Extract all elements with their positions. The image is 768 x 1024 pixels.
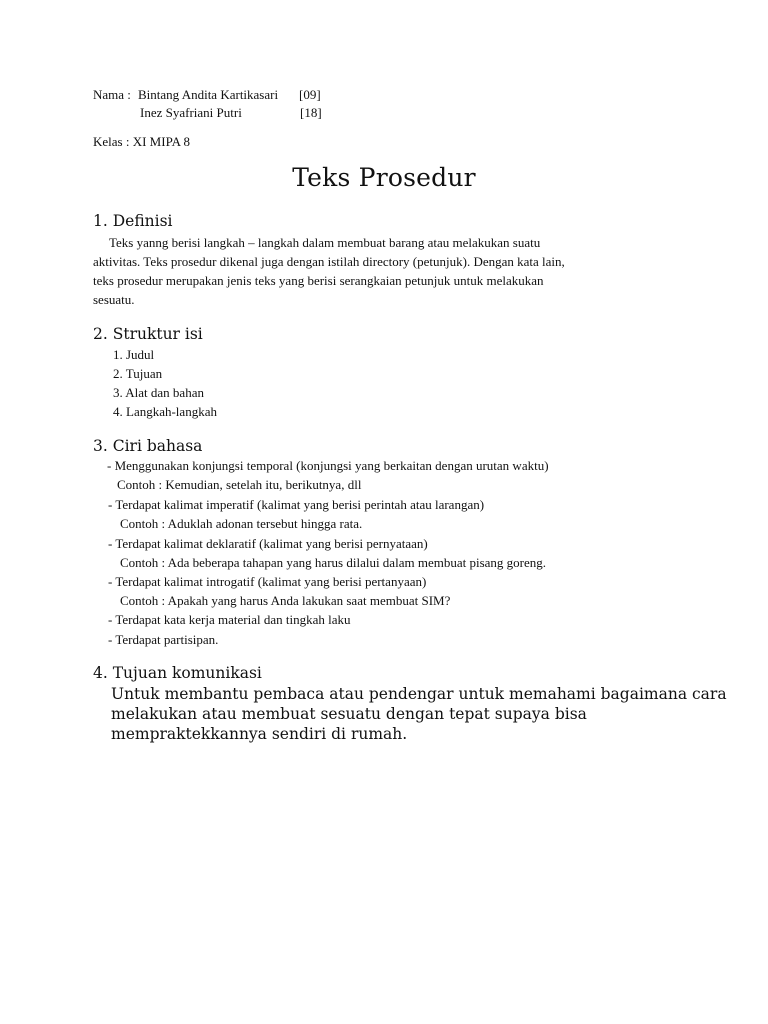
definisi-line: teks prosedur merupakan jenis teks yang berisi serangkaian petunjuk untuk melakukan [93, 273, 544, 288]
member1-name: Bintang Andita Kartikasari [138, 87, 279, 102]
ciri-example: Contoh : Kemudian, setelah itu, berikutnya, dll [117, 477, 362, 492]
definisi-line: sesuatu. [93, 292, 135, 307]
tujuan-line: melakukan atau membuat sesuatu dengan tepat supaya bisa [111, 705, 587, 723]
member2-number: [18] [300, 105, 322, 120]
kelas-line: Kelas : XI MIPA 8 [93, 134, 191, 149]
tujuan-line: mempraktekkannya sendiri di rumah. [111, 725, 408, 743]
struktur-item: 1. Judul [113, 347, 155, 362]
ciri-line: - Terdapat kata kerja material dan tingkah laku [108, 612, 351, 627]
ciri-line: - Menggunakan konjungsi temporal (konjungsi yang berkaitan dengan urutan waktu) [107, 458, 549, 473]
ciri-example: Contoh : Apakah yang harus Anda lakukan saat membuat SIM? [120, 593, 451, 608]
struktur-item: 4. Langkah-langkah [113, 404, 217, 419]
definisi-line: Teks yanng berisi langkah – langkah dalam membuat barang atau melakukan suatu [109, 235, 541, 250]
page-title: Teks Prosedur [292, 163, 476, 192]
ciri-example: Contoh : Ada beberapa tahapan yang harus dilalui dalam membuat pisang goreng. [120, 555, 546, 570]
ciri-line: - Terdapat kalimat introgatif (kalimat yang berisi pertanyaan) [108, 574, 427, 589]
member2-name: Inez Syafriani Putri [140, 105, 242, 120]
member1-number: [09] [299, 87, 321, 102]
section-definisi-heading: 1. Definisi [93, 212, 173, 230]
tujuan-line: Untuk membantu pembaca atau pendengar untuk memahami bagaimana cara [111, 685, 727, 703]
struktur-item: 2. Tujuan [113, 366, 163, 381]
section-ciri-heading: 3. Ciri bahasa [93, 437, 203, 455]
ciri-example: Contoh : Aduklah adonan tersebut hingga rata. [120, 516, 363, 531]
nama-label: Nama : [93, 87, 131, 102]
definisi-line: aktivitas. Teks prosedur dikenal juga dengan istilah directory (petunjuk). Dengan kata lain, [93, 254, 565, 269]
ciri-line: - Terdapat kalimat imperatif (kalimat yang berisi perintah atau larangan) [108, 497, 485, 512]
struktur-item: 3. Alat dan bahan [113, 385, 204, 400]
ciri-line: - Terdapat partisipan. [108, 632, 219, 647]
ciri-line: - Terdapat kalimat deklaratif (kalimat yang berisi pernyataan) [108, 536, 428, 551]
section-struktur-heading: 2. Struktur isi [93, 325, 203, 343]
section-tujuan-heading: 4. Tujuan komunikasi [93, 664, 262, 682]
